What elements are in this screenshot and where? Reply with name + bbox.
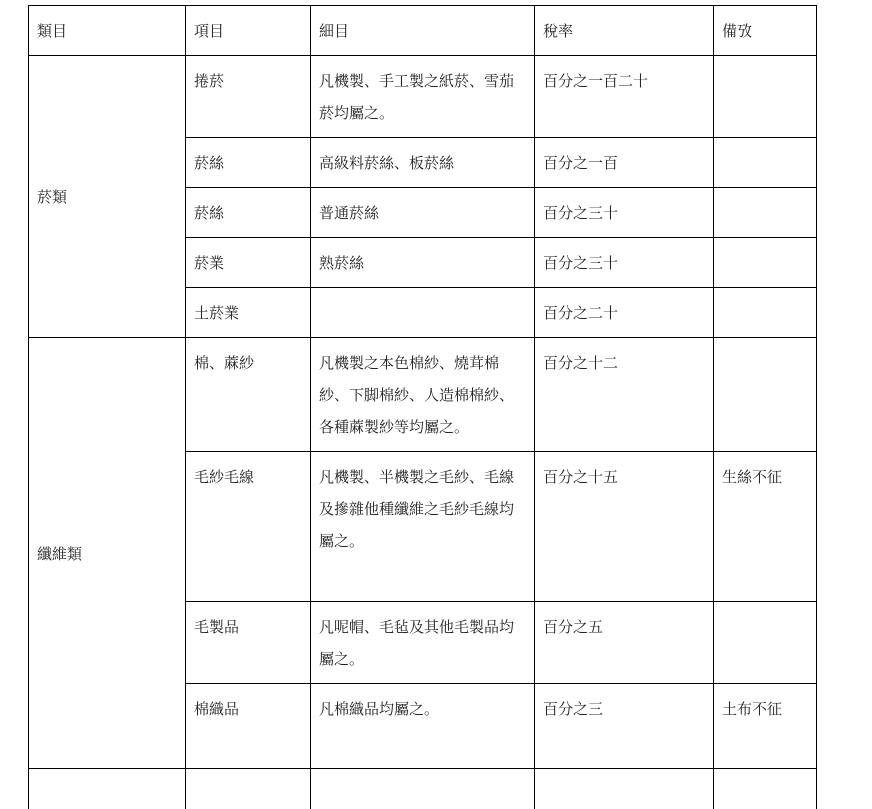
rate-cell: 百分之二十 — [535, 288, 714, 338]
table-row-partial — [29, 769, 817, 809]
header-category: 類目 — [29, 6, 186, 56]
note-cell — [714, 56, 817, 138]
empty-cell — [186, 769, 311, 809]
note-cell — [714, 138, 817, 188]
note-cell — [714, 288, 817, 338]
note-cell: 生絲不征 — [714, 452, 817, 602]
table-row — [29, 56, 817, 138]
note-cell — [714, 238, 817, 288]
item-cell: 捲菸 — [186, 56, 311, 138]
note-cell — [714, 602, 817, 684]
rate-cell: 百分之三十 — [535, 238, 714, 288]
item-cell: 棉織品 — [186, 684, 311, 769]
item-cell: 土菸業 — [186, 288, 311, 338]
item-cell: 棉、蔴紗 — [186, 338, 311, 452]
item-cell: 菸絲 — [186, 138, 311, 188]
detail-cell: 熟菸絲 — [311, 238, 535, 288]
item-cell: 毛紗毛線 — [186, 452, 311, 602]
item-cell: 菸絲 — [186, 188, 311, 238]
item-cell: 毛製品 — [186, 602, 311, 684]
rate-cell: 百分之三 — [535, 684, 714, 769]
rate-cell: 百分之五 — [535, 602, 714, 684]
detail-cell — [311, 288, 535, 338]
detail-cell: 凡機製、手工製之紙菸、雪茄菸均屬之。 — [311, 56, 535, 138]
tax-rate-table — [28, 5, 817, 809]
item-cell: 菸業 — [186, 238, 311, 288]
rate-cell: 百分之一百二十 — [535, 56, 714, 138]
rate-cell: 百分之三十 — [535, 188, 714, 238]
empty-cell — [714, 769, 817, 809]
empty-cell — [311, 769, 535, 809]
header-item: 項目 — [186, 6, 311, 56]
rate-cell: 百分之十五 — [535, 452, 714, 602]
detail-cell: 凡機製、半機製之毛紗、毛線及摻雜他種纖維之毛紗毛線均屬之。 — [311, 452, 535, 602]
header-row — [29, 6, 817, 56]
category-cell-fiber: 纖維類 — [29, 338, 186, 769]
detail-cell: 凡機製之本色棉紗、燒茸棉紗、下脚棉紗、人造棉棉紗、各種蔴製紗等均屬之。 — [311, 338, 535, 452]
header-rate: 稅率 — [535, 6, 714, 56]
rate-cell: 百分之一百 — [535, 138, 714, 188]
empty-cell — [535, 769, 714, 809]
empty-cell — [29, 769, 186, 809]
detail-cell: 凡棉織品均屬之。 — [311, 684, 535, 769]
detail-cell: 高級料菸絲、板菸絲 — [311, 138, 535, 188]
table-row — [29, 338, 817, 452]
header-note: 備攷 — [714, 6, 817, 56]
note-cell — [714, 338, 817, 452]
note-cell: 土布不征 — [714, 684, 817, 769]
detail-cell: 凡呢帽、毛毡及其他毛製品均屬之。 — [311, 602, 535, 684]
header-detail: 細目 — [311, 6, 535, 56]
rate-cell: 百分之十二 — [535, 338, 714, 452]
category-cell-tobacco: 菸類 — [29, 56, 186, 338]
note-cell — [714, 188, 817, 238]
detail-cell: 普通菸絲 — [311, 188, 535, 238]
